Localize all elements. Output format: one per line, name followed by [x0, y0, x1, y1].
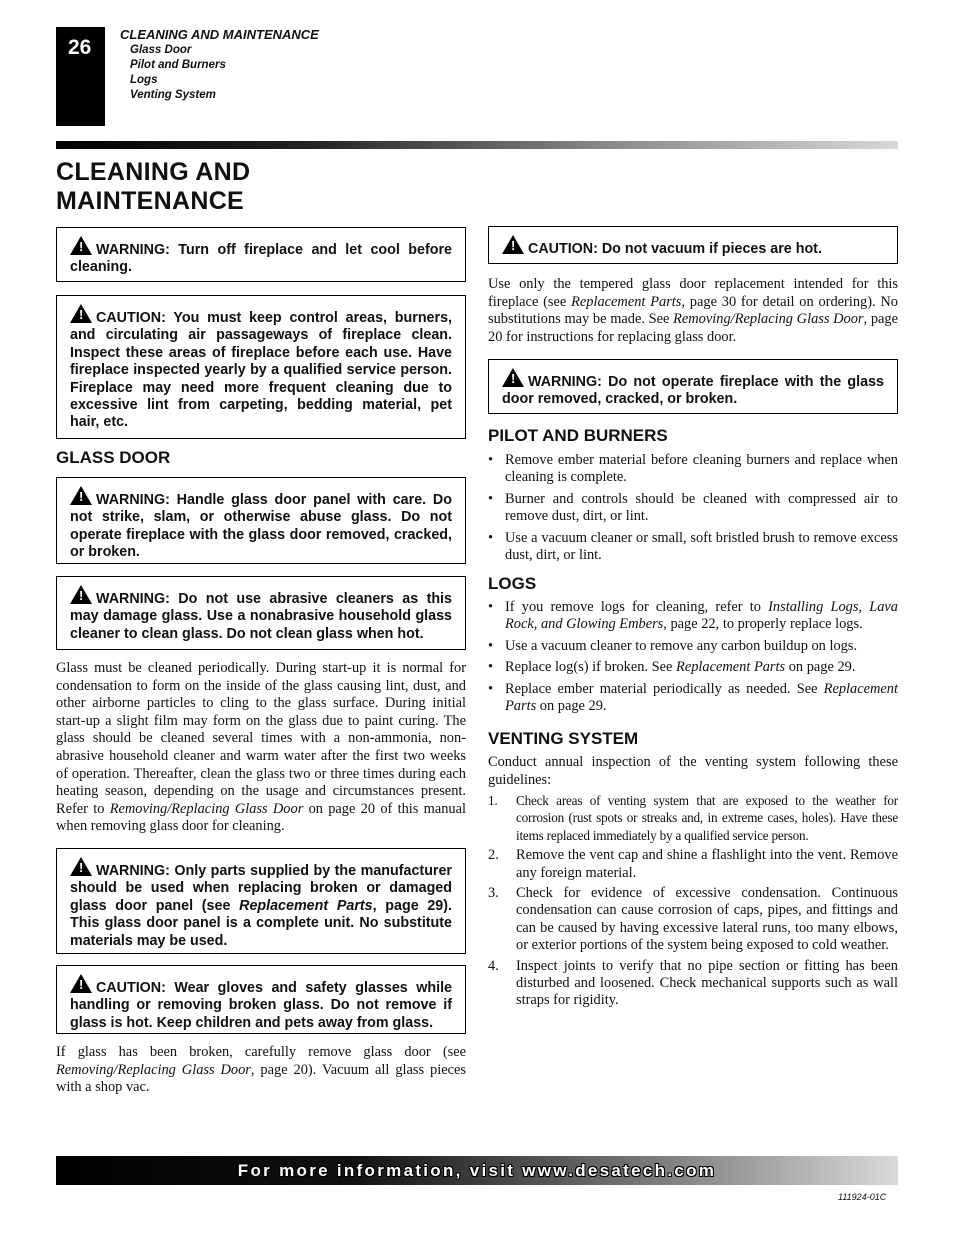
reference-link: Removing/Replacing Glass Door	[673, 311, 864, 328]
step-text: Inspect joints to verify that no pipe section or fitting has been disturbed and loosened. Check mechanical supports such as wall straps for rigidity.	[516, 957, 898, 1009]
venting-intro: Conduct annual inspection of the venting system following these guidelines:	[488, 754, 898, 788]
warning-text: WARNING: Do not operate fireplace with the glass door removed, cracked, or broken.	[502, 374, 884, 408]
warning-box-parts	[56, 848, 466, 954]
text-span: on page 29.	[536, 698, 607, 715]
header-divider	[56, 141, 898, 149]
venting-system-heading: VENTING SYSTEM	[488, 729, 639, 748]
list-item	[488, 659, 898, 676]
step-text: Check areas of venting system that are exposed to the weather for corrosion (rust spots or streaks and, in extreme cases, holes). Have these items replaced immediately by a qualified service person.	[516, 793, 898, 843]
reference-link: Replacement Parts	[571, 293, 682, 310]
reference-link: Installing Logs, Lava Rock, and Glowing Embers	[505, 599, 898, 633]
pilot-burners-heading: PILOT AND BURNERS	[488, 426, 668, 445]
text-span: , page 20). Vacuum all glass pieces with a shop vac.	[56, 1061, 466, 1096]
list-item	[488, 792, 898, 844]
warning-text: WARNING: Turn off fireplace and let cool before cleaning.	[70, 242, 452, 276]
caution-box-gloves	[56, 965, 466, 1034]
step-text: Remove the vent cap and shine a flashlight into the vent. Remove any foreign material.	[516, 847, 898, 881]
warning-triangle-icon	[70, 585, 92, 604]
caution-text: CAUTION: Do not vacuum if pieces are hot.	[528, 241, 822, 257]
warning-text: , page 29). This glass door panel is a complete unit. No substitute materials may be used.	[70, 897, 452, 949]
warning-text: WARNING: Do not use abrasive cleaners as this may damage glass. Use a nonabrasive household glass cleaner to clean glass. Do not clean glass when hot.	[70, 591, 452, 642]
warning-triangle-icon	[70, 857, 92, 876]
list-item	[488, 599, 898, 634]
toc-item: Venting System	[130, 89, 216, 101]
pilot-burners-list	[488, 452, 898, 568]
text-span: on page 20 of this manual when removing glass door for cleaning.	[56, 800, 466, 835]
warning-triangle-icon	[70, 304, 92, 323]
replacement-paragraph	[488, 276, 898, 346]
warning-triangle-icon	[502, 368, 524, 387]
reference-link: Removing/Replacing Glass Door	[109, 800, 304, 817]
logs-list	[488, 599, 898, 719]
page-title	[56, 158, 250, 216]
list-item	[488, 958, 898, 1010]
toc-item: Pilot and Burners	[130, 59, 226, 71]
warning-box-cool	[56, 227, 466, 282]
text-span: Use only the tempered glass door replacement intended for this fireplace (see	[488, 276, 898, 310]
list-item: • Use a vacuum cleaner to remove any carbon buildup on logs.	[488, 638, 898, 655]
warning-box-handle-glass	[56, 477, 466, 564]
caution-text: CAUTION: Wear gloves and safety glasses while handling or removing broken glass. Do not remove if glass is hot. Keep children and pets away from glass.	[70, 980, 452, 1031]
document-code: 111924-01C	[838, 1192, 887, 1202]
reference-link: Replacement Parts	[505, 680, 898, 715]
text-span: , page 20 for instructions for replacing glass door.	[488, 311, 898, 345]
section-title: CLEANING AND MAINTENANCE	[120, 27, 319, 42]
step-number: 2.	[488, 847, 499, 864]
text-span: If you remove logs for cleaning, refer to	[505, 599, 769, 615]
list-item	[488, 681, 898, 716]
toc-item: Glass Door	[130, 44, 192, 56]
list-item: • Burner and controls should be cleaned with compressed air to remove dust, dirt, or lint.	[488, 491, 898, 526]
step-number: 3.	[488, 885, 499, 902]
text-span: Glass must be cleaned periodically. During start-up it is normal for condensation to form on the inside of the glass causing lint, dust, and other airborne particles to cling to the glass surface. During initial start-up a slight film may form on the glass due to paint curing. The glass should be cleaned several times with a non-ammonia, non-abrasive household cleaner and warm water after the first two weeks of operation. Thereafter, clean the glass two or three times during each heating season, depending on the usage and circumstances present. Refer to	[56, 660, 466, 817]
step-number: 1.	[488, 793, 498, 808]
text-span: , page 22, to properly replace logs.	[663, 616, 863, 633]
glass-door-heading: GLASS DOOR	[56, 448, 171, 467]
reference-link: Replacement Parts	[239, 897, 373, 914]
warning-triangle-icon	[70, 486, 92, 505]
warning-triangle-icon	[70, 236, 92, 255]
list-item: • Remove ember material before cleaning burners and replace when cleaning is complete.	[488, 452, 898, 487]
logs-heading: LOGS	[488, 574, 537, 593]
footer-banner: For more information, visit www.desatech.com	[56, 1156, 898, 1185]
page-title-line-1: CLEANING AND	[56, 158, 251, 186]
reference-link: Removing/Replacing Glass Door	[56, 1061, 251, 1078]
warning-box-operate	[488, 359, 898, 414]
step-number: 4.	[488, 957, 499, 974]
warning-box-abrasive	[56, 576, 466, 650]
text-span: Replace log(s) if broken. See	[505, 659, 677, 676]
list-item	[488, 847, 898, 882]
warning-text: WARNING: Handle glass door panel with care. Do not strike, slam, or otherwise abuse glass. Do not operate fireplace with the glass door removed, cracked, or broken.	[70, 492, 452, 561]
warning-triangle-icon	[502, 235, 524, 254]
text-span: on page 29.	[785, 659, 856, 676]
page-title-line-2: MAINTENANCE	[56, 187, 245, 215]
text-span: Replace ember material periodically as needed. See	[505, 680, 824, 697]
warning-triangle-icon	[70, 974, 92, 993]
section-contents	[120, 27, 319, 103]
caution-box-clean	[56, 295, 466, 439]
caution-text: CAUTION: You must keep control areas, burners, and circulating air passageways of fireplace clean. Inspect these areas of fireplace before each use. Have fireplace inspected yearly by a qualified service person. Fireplace may need more frequent cleaning due to excessive lint from carpeting, bedding material, pet hair, etc.	[70, 310, 452, 431]
text-span: , page 30 for detail on ordering). No substitutions may be made. See	[488, 293, 898, 328]
text-span: If glass has been broken, carefully remove glass door (see	[56, 1044, 466, 1060]
toc-item: Logs	[130, 74, 158, 86]
list-item: • Use a vacuum cleaner or small, soft bristled brush to remove excess dust, dirt, or lint.	[488, 530, 898, 565]
warning-text: WARNING: Only parts supplied by the manufacturer should be used when replacing broken or damaged glass door panel (see	[70, 863, 452, 914]
caution-box-vacuum	[488, 226, 898, 264]
page-number: 26	[56, 27, 105, 126]
venting-steps-list	[488, 792, 898, 1013]
glass-cleaning-paragraph	[56, 660, 466, 836]
list-item	[488, 885, 898, 955]
broken-glass-paragraph	[56, 1044, 466, 1097]
reference-link: Replacement Parts	[676, 659, 786, 676]
step-text: Check for evidence of excessive condensation. Continuous condensation can cause corrosion of caps, pipes, and fittings and can be caused by having excessive lateral runs, too many elbows, or exterior portions of the system being exposed to cold weather.	[516, 885, 898, 954]
